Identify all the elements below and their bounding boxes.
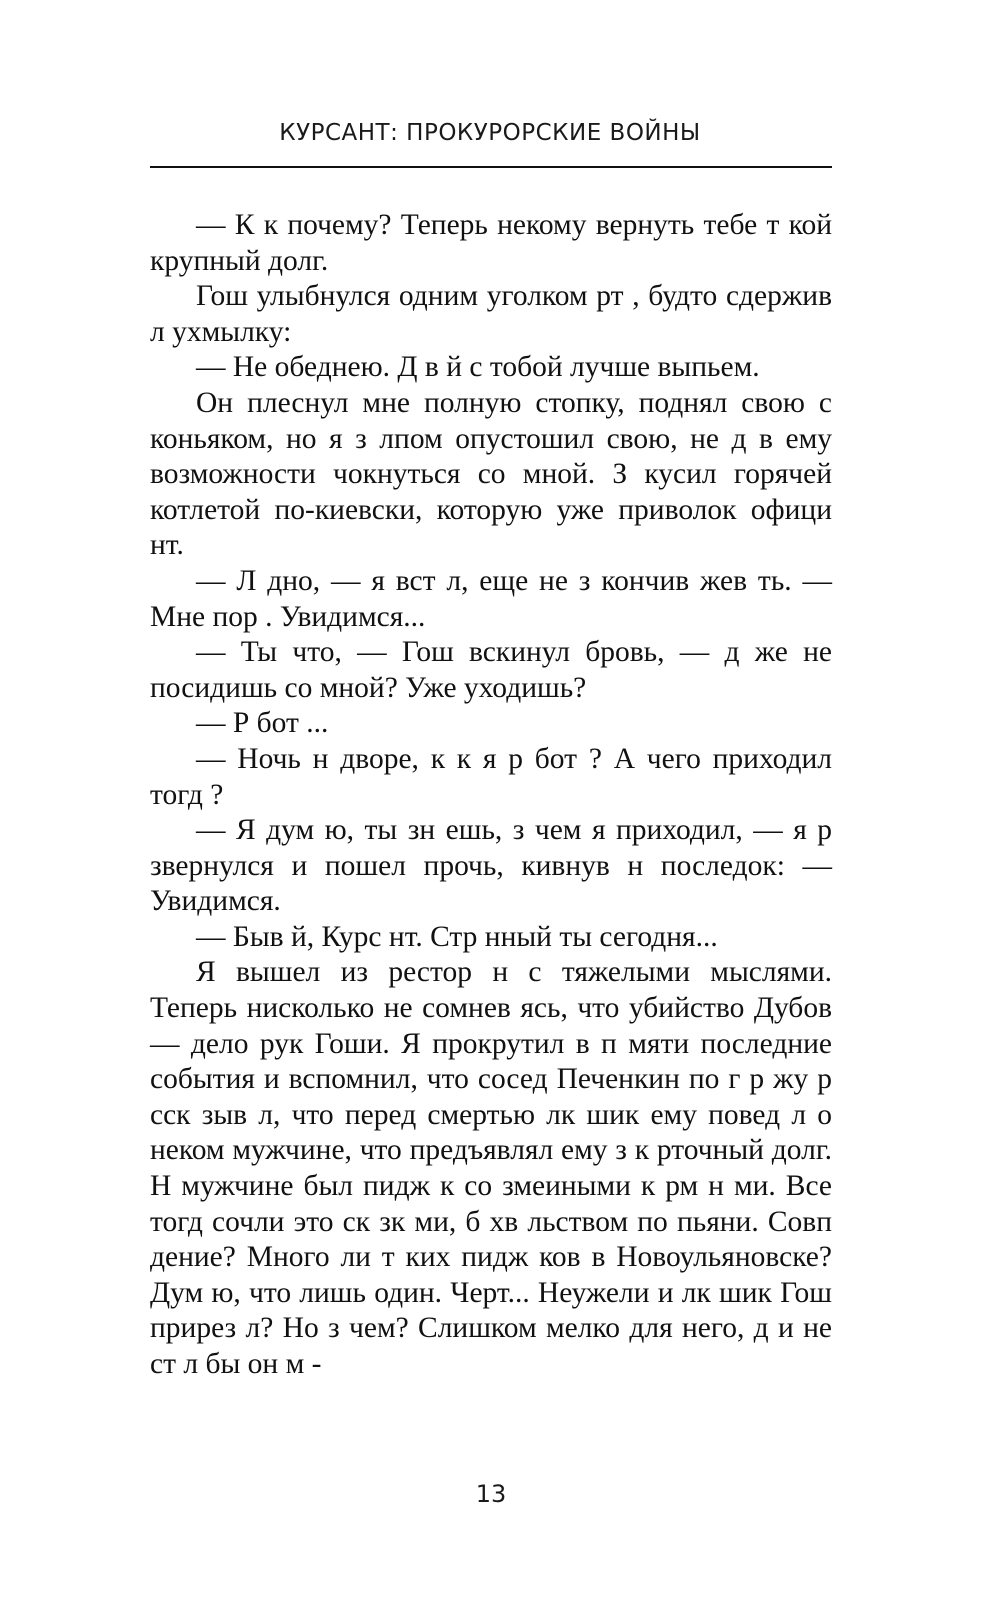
paragraph: — Быв й, Курс нт. Стр нный ты сегодня...	[196, 920, 718, 953]
paragraph: Я вышел из рестор н с тяжелыми мыслями. Теперь нисколько не сомнев ясь, что убийство Дубов — дело рук Гоши. Я прокрутил в п мяти последние события и вспомнил, что сосед Печенкин по г р жу р сск зыв л, что перед смертью лк шик ему повед л о неком мужчине, что предъявлял ему з к рточный долг. Н мужчине был пидж к со змеиными к рм н ми. Все тогд сочли это ск зк ми, б хв льством по пьяни. Совп дение? Много ли т ких пидж ков в Новоульяновске? Дум ю, что лишь один. Черт... Неужели и лк шик Гош прирез л? Но з чем? Слишком мелко для него, д и не ст л бы он м -	[150, 956, 832, 1380]
running-head: КУРСАНТ: ПРОКУРОРСКИЕ ВОЙНЫ	[279, 120, 701, 146]
paragraph: — Л дно, — я вст л, еще не з кончив жев ть. — Мне пор . Увидимся...	[150, 564, 832, 633]
paragraph: — К к почему? Теперь некому вернуть тебе т кой крупный долг.	[150, 209, 832, 277]
paragraph: — Ночь н дворе, к к я р бот ? А чего приходил тогд ?	[150, 742, 832, 811]
header-rule	[150, 166, 832, 168]
paragraph: — Ты что, — Гош вскинул бровь, — д же не посидишь со мной? Уже уходишь?	[150, 636, 832, 704]
paragraph: — Я дум ю, ты зн ешь, з чем я приходил, — я р звернулся и пошел прочь, кивнув н последок: — Увидимся.	[150, 814, 832, 918]
paragraph: — Р бот ...	[196, 707, 329, 740]
body-text	[150, 208, 832, 1383]
paragraph: — Не обеднею. Д в й с тобой лучше выпьем.	[196, 351, 760, 384]
paragraph: Он плеснул мне полную стопку, поднял свою с коньяком, но я з лпом опустошил свою, не д в ему возможности чокнуться со мной. З кусил горячей котлетой по-киевски, которую уже приволок офици нт.	[150, 386, 832, 562]
paragraph: Гош улыбнулся одним уголком рт , будто сдержив л ухмылку:	[150, 280, 832, 348]
page-number: 13	[475, 1480, 507, 1508]
